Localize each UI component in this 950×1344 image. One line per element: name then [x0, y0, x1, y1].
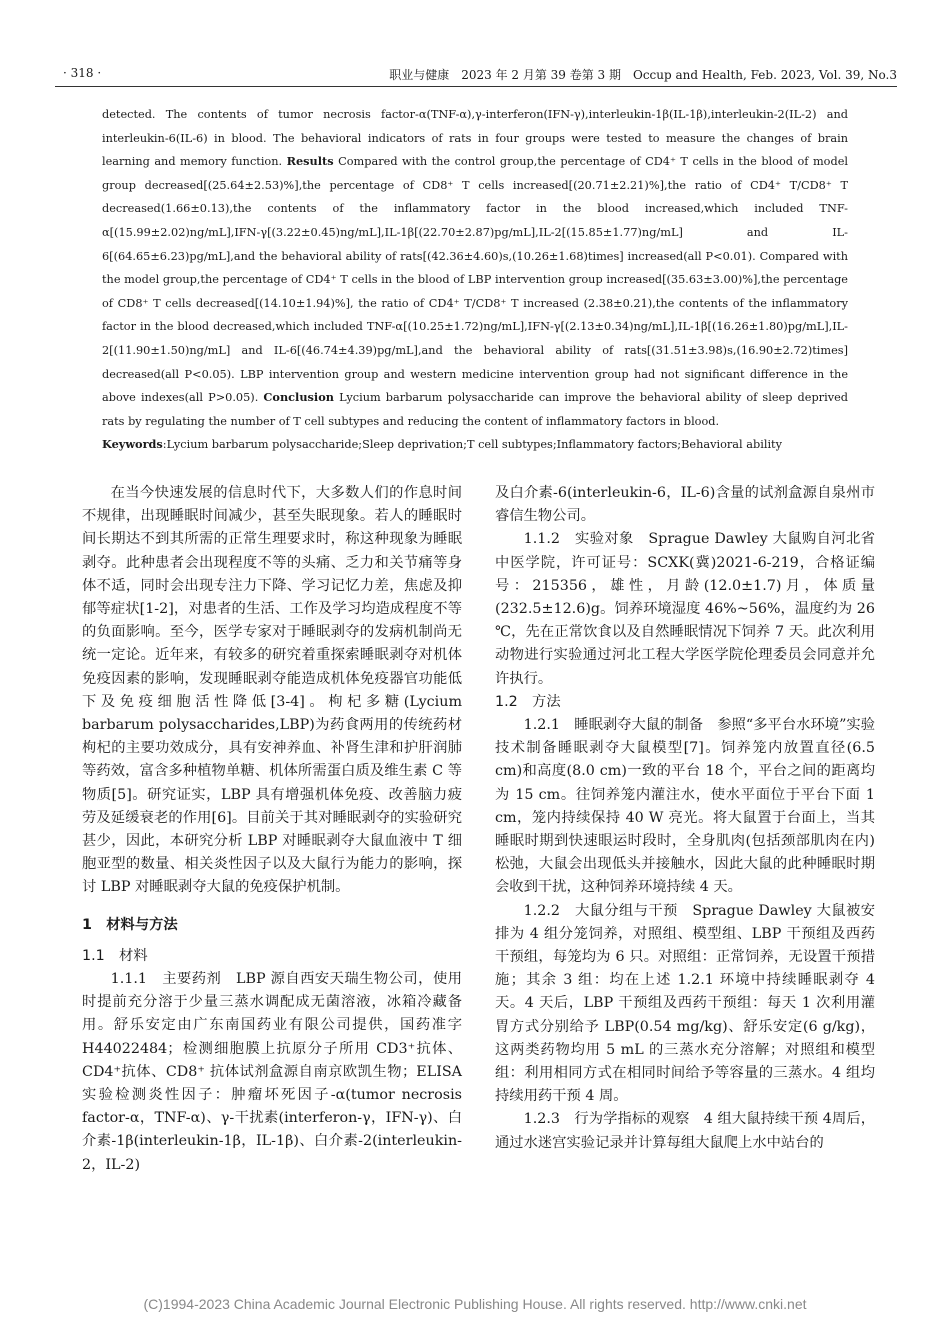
paragraph-1-1-2: 1.1.2 实验对象 Sprague Dawley 大鼠购自河北省中医学院，许可证号：SCXK(冀)2021-6-219，合格证编号：215356，雄性，月龄(12.0±1.7)月，体质量(232.5±12.6)g。饲养环境湿度 46%~56%，温度约为 26 ℃，先在正常饮食以及自然睡眠情况下饲养 7 天。此次利用动物进行实验通过河北工程大学医学院伦理委员会同意并允许执行。 — [495, 531, 875, 687]
english-abstract — [102, 103, 848, 457]
keywords — [102, 433, 848, 457]
journal-info: 职业与健康 2023 年 2 月第 39 卷第 3 期 Occup and Health, Feb. 2023, Vol. 39, No.3 — [389, 68, 897, 82]
intro-paragraph: 在当今快速发展的信息时代下，大多数人们的作息时间不规律，出现睡眠时间减少，甚至失眠现象。若人的睡眠时间长期达不到其所需的正常生理要求时，称这种现象为睡眠剥夺。此种患者会出现程度不等的头痛、乏力和关节痛等身体不适，同时会出现专注力下降、学习记忆力差，焦虑及抑郁等症状[1-2]，对患者的生活、工作及学习均造成程度不等的负面影响。至今，医学专家对于睡眠剥夺的发病机制尚无统一定论。近年来，有较多的研究着重探索睡眠剥夺对机体免疫因素的影响，发现睡眠剥夺能造成机体免疫器官功能低下及免疫细胞活性降低[3-4]。枸杞多糖(Lycium barbarum polysaccharides,LBP)为药食两用的传统药材枸杞的主要功效成分，具有安神养血、补肾生津和护肝润肺等药效，富含多种植物单糖、机体所需蛋白质及维生素 C 等物质[5]。研究证实，LBP 具有增强机体免疫、改善脑力疲劳及延缓衰老的作用[6]。目前关于其对睡眠剥夺的实验研究甚少，因此，本研究分析 LBP 对睡眠剥夺大鼠血液中 T 细胞亚型的数量、相关炎性因子以及大鼠行为能力的影响，探讨 LBP 对睡眠剥夺大鼠的免疫保护机制。 — [82, 485, 462, 896]
abstract-body — [102, 103, 848, 433]
paragraph-1-1-1: 1.1.1 主要药剂 LBP 源自西安天瑞生物公司，使用时提前充分溶于少量三蒸水调配成无菌溶液，冰箱冷藏备用。舒乐安定由广东南国药业有限公司提供，国药准字 H44022484；检测细胞膜上抗原分子所用 CD3⁺抗体、CD4⁺抗体、CD8⁺ 抗体试剂盒源自南京欧凯生物；ELISA 实验检测炎性因子：肿瘤坏死因子-α(tumor necrosis factor-α，TNF-α)、γ-干扰素(interferon-γ，IFN-γ)、白介素-1β(interleukin-1β，IL-1β)、白介素-2(interleukin-2，IL-2) — [82, 971, 462, 1173]
section-1-1-heading: 1.1 材料 — [82, 947, 148, 964]
left-column — [82, 482, 462, 1177]
results-label: Results — [286, 154, 334, 169]
page-number: · 318 · — [63, 66, 102, 80]
paragraph-1-2-2: 1.2.2 大鼠分组与干预 Sprague Dawley 大鼠被安排为 4 组分笼饲养，对照组、模型组、LBP 干预组及西药干预组，每笼均为 6 只。对照组：正常饲养，无设置干预措施；其余 3 组：均在上述 1.2.1 环境中持续睡眠剥夺 4 天。4 天后，LBP 干预组及西药干预组：每天 1 次利用灌胃方式分别给予 LBP(0.54 mg/kg)、舒乐安定(6 g/kg)，这两类药物均用 5 mL 的三蒸水充分溶解；对照组和模型组：利用相同方式在相同时间给予等容量的三蒸水。4 组均持续用药干预 4 周。 — [495, 902, 875, 1105]
keywords-label: Keywords — [102, 437, 163, 452]
continued-paragraph: 及白介素-6(interleukin-6，IL-6)含量的试剂盒源自泉州市睿信生物公司。 — [495, 485, 875, 525]
header-rule — [55, 86, 897, 87]
paragraph-1-2-1: 1.2.1 睡眠剥夺大鼠的制备 参照“多平台水环境”实验技术制备睡眠剥夺大鼠模型[7]。饲养笼内放置直径(6.5 cm)和高度(8.0 cm)一致的平台 18 个，平台之间的距离均为 15 cm。往饲养笼内灌注水，使水平面位于平台下面 1 cm，笼内持续保持 40 W 亮光。将大鼠置于台面上，当其睡眠时期到快速眼运时段时，全身肌肉(包括颈部肌肉在内)松弛，大鼠会出现低头并接触水，因此大鼠的此种睡眠时期会收到干扰，这种饲养环境持续 4 天。 — [495, 717, 875, 896]
abstract-results-text: Compared with the control group,the percentage of CD4⁺ T cells in the blood of model group decreased[(25.64±2.53)%],the percentage of CD8⁺ T cells increased[(20.71±2.21)%],the ratio of CD4⁺ T/CD8⁺ T decreased(1.66±0.13),the contents of the inflammatory factor in the blood increased,which included TNF-α[(15.99±2.02)ng/mL],IFN-γ[(3.22±0.45)ng/mL],IL-1β[(22.70±2.87)pg/mL],IL-2[(15.85±1.77)ng/mL] and IL-6[(64.65±6.23)pg/mL],and the behavioral ability of rats[(42.36±4.60)s,(10.26±1.68)times] increased(all P<0.01). Compared with the model group,the percentage of CD4⁺ T cells in the blood of LBP intervention group increased[(35.63±3.00)%],the percentage of CD8⁺ T cells decreased[(14.10±1.94)%], the ratio of CD4⁺ T/CD8⁺ T increased (2.38±0.21),the contents of the inflammatory factor in the blood decreased,which included TNF-α[(10.25±1.72)ng/mL],IFN-γ[(2.13±0.34)ng/mL],IL-1β[(16.26±1.80)pg/mL],IL-2[(11.90±1.50)ng/mL] and IL-6[(46.74±4.39)pg/mL],and the behavioral ability of rats[(31.51±3.98)s,(16.90±2.72)times] decreased(all P<0.05). LBP intervention group and western medicine intervention group had not significant difference in the above indexes(all P>0.05). — [102, 155, 848, 405]
section-1-heading: 1 材料与方法 — [82, 916, 178, 933]
paragraph-1-2-3: 1.2.3 行为学指标的观察 4 组大鼠持续干预 4周后，通过水迷宫实验记录并计算每组大鼠爬上水中站台的 — [495, 1111, 875, 1151]
section-1-2-heading: 1.2 方法 — [495, 693, 561, 710]
copyright-footer: (C)1994-2023 China Academic Journal Electronic Publishing House. All rights reserved. http://www.cnki.net — [143, 1296, 807, 1312]
abstract-methods-text: detected. The contents of tumor necrosis factor-α(TNF-α),γ-interferon(IFN-γ),interleukin-1β(IL-1β),interleukin-2(IL-2) and interleukin-6(IL-6) in blood. The behavioral indicators of rats in four groups were tested to measure the changes of brain learning and memory function. — [102, 108, 848, 169]
abstract-conclusion-text: Lycium barbarum polysaccharide can improve the behavioral ability of sleep deprived rats by regulating the number of T cell subtypes and reducing the content of inflammatory factors in blood. — [102, 391, 848, 428]
page-header — [55, 64, 897, 84]
right-column — [495, 482, 875, 1155]
conclusion-label: Conclusion — [263, 390, 334, 405]
keywords-text: :Lycium barbarum polysaccharide;Sleep deprivation;T cell subtypes;Inflammatory factors;Behavioral ability — [162, 438, 782, 452]
